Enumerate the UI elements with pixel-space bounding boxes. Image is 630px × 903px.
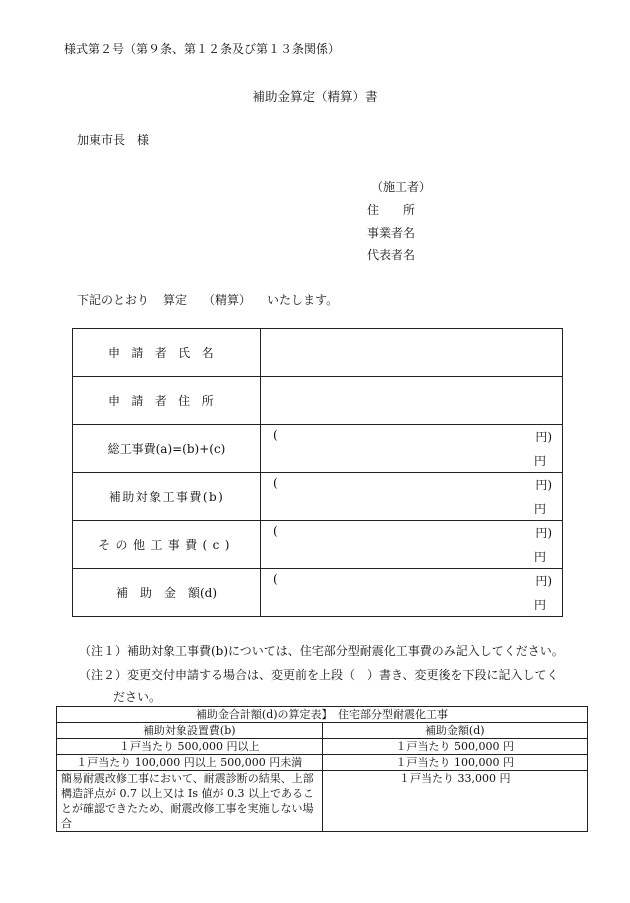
note-2: （注２）変更交付申請する場合は、変更前を上段（ ）書き、変更後を下段に記入してく — [79, 668, 559, 682]
calc-row-amount: １戸当たり 33,000 円 — [322, 771, 588, 832]
statement-suffix: いたします。 — [267, 293, 339, 307]
paren-open: ( — [273, 476, 278, 490]
calc-table-header: 補助金合計額(d)の算定表】 住宅部分型耐震化工事 — [57, 707, 588, 723]
paren-open: ( — [273, 428, 278, 442]
contractor-address-label: 住 所 — [367, 203, 416, 217]
statement-calc: 算定 — [163, 293, 188, 307]
addressee: 加東市長 様 — [77, 133, 150, 147]
page-title: 補助金算定（精算）書 — [252, 89, 378, 104]
yen-unit: 円 — [533, 454, 546, 468]
contractor-business-name-label: 事業者名 — [367, 226, 416, 240]
yen-close: 円) — [535, 478, 552, 492]
note-2-continued: ださい。 — [113, 690, 162, 704]
yen-unit: 円 — [533, 502, 546, 516]
applicant-address-field[interactable] — [261, 377, 563, 425]
subsidy-amount-label: 補 助 金 額(d) — [73, 569, 261, 617]
total-cost-field[interactable] — [261, 425, 563, 473]
contractor-heading: （施工者） — [371, 180, 432, 194]
statement — [77, 291, 338, 308]
yen-close: 円) — [535, 430, 552, 444]
total-cost-label: 総工事費(a)=(b)+(c) — [73, 425, 261, 473]
calc-row-amount: １戸当たり 100,000 円 — [322, 755, 588, 771]
paren-open: ( — [273, 524, 278, 538]
yen-unit: 円 — [533, 550, 546, 564]
application-table — [72, 328, 563, 617]
calc-row-amount: １戸当たり 500,000 円 — [322, 739, 588, 755]
calc-col-amount: 補助金額(d) — [322, 723, 588, 739]
applicant-name-label: 申請者氏名 — [73, 329, 261, 377]
yen-unit: 円 — [533, 598, 546, 612]
eligible-cost-field[interactable] — [261, 473, 563, 521]
calc-col-cost: 補助対象設置費(b) — [57, 723, 323, 739]
paren-open: ( — [273, 572, 278, 586]
form-number: 様式第２号（第９条、第１２条及び第１３条関係） — [64, 42, 341, 56]
note-1: （注１）補助対象工事費(b)については、住宅部分型耐震化工事費のみ記入してください。 — [79, 644, 564, 658]
calc-row-cost: １戸当たり 100,000 円以上 500,000 円未満 — [57, 755, 323, 771]
applicant-address-label: 申請者住所 — [73, 377, 261, 425]
calc-row-cost: 簡易耐震改修工事において、耐震診断の結果、上部構造評点が 0.7 以上又は Is 値が 0.3 以上であることが確認できたため、耐震改修工事を実施しない場合 — [57, 771, 323, 832]
calc-row-cost: １戸当たり 500,000 円以上 — [57, 739, 323, 755]
contractor-representative-label: 代表者名 — [367, 248, 416, 262]
yen-close: 円) — [535, 574, 552, 588]
statement-prefix: 下記のとおり — [77, 293, 150, 307]
other-cost-field[interactable] — [261, 521, 563, 569]
applicant-name-field[interactable] — [261, 329, 563, 377]
other-cost-label: その他工事費(c) — [73, 521, 261, 569]
yen-close: 円) — [535, 526, 552, 540]
statement-settle: （精算） — [203, 293, 252, 307]
subsidy-amount-field[interactable] — [261, 569, 563, 617]
eligible-cost-label: 補助対象工事費(b) — [73, 473, 261, 521]
calculation-table — [56, 706, 588, 832]
